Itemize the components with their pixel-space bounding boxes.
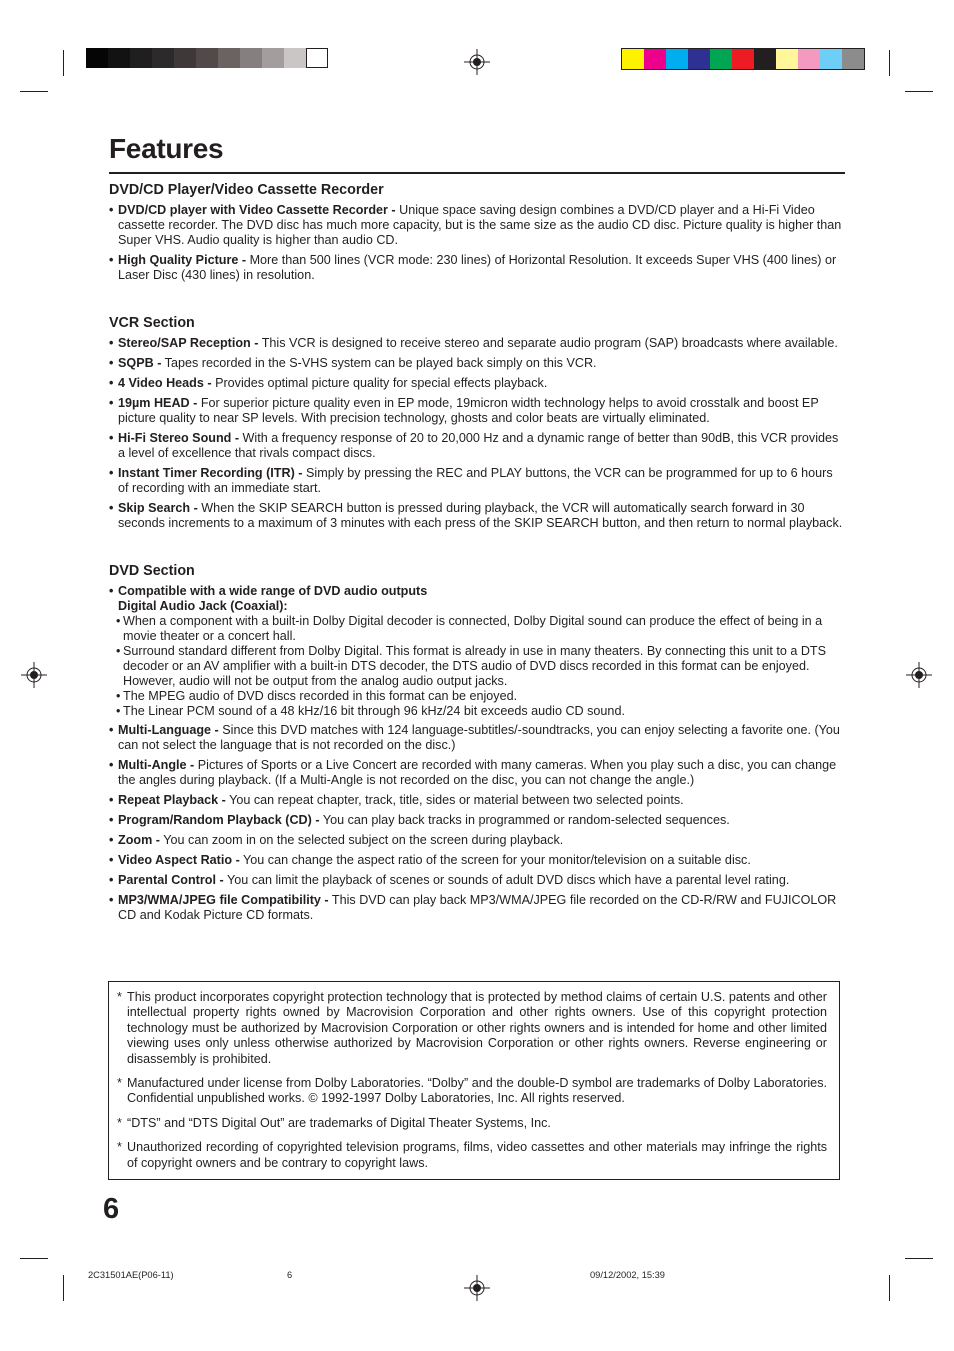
- feature-item: [109, 723, 844, 753]
- feature-text: Since this DVD matches with 124 language-subtitles/-soundtracks, you can enjoy selecting a favorite one. (You can not select the language that is not recorded on the disc.): [118, 723, 840, 752]
- feature-term: SQPB -: [118, 356, 162, 370]
- feature-item: [109, 501, 844, 531]
- feature-text: You can repeat chapter, track, title, sides or material between two selected points.: [229, 793, 684, 807]
- feature-text: You can zoom in on the selected subject on the screen during playback.: [163, 833, 564, 847]
- feature-text: For superior picture quality even in EP mode, 19micron width technology helps to avoid crosstalk and boost EP picture quality to near SP levels. With precision technology, ghosts and color beats are virtually eliminated.: [118, 396, 819, 425]
- feature-term: 4 Video Heads -: [118, 376, 212, 390]
- color-swatch: [710, 49, 732, 69]
- feature-term: Hi-Fi Stereo Sound -: [118, 431, 240, 445]
- crop-mark: [905, 1258, 933, 1259]
- feature-term: Video Aspect Ratio -: [118, 853, 240, 867]
- feature-item: [109, 203, 844, 248]
- gray-swatch: [306, 48, 328, 68]
- feature-term: DVD/CD player with Video Cassette Recorder -: [118, 203, 396, 217]
- feature-item: [109, 758, 844, 788]
- feature-term: Skip Search -: [118, 501, 198, 515]
- gray-swatch: [196, 48, 218, 68]
- legal-notice-box: [108, 981, 840, 1180]
- feature-term: 19µm HEAD -: [118, 396, 198, 410]
- feature-item: [109, 893, 844, 923]
- crop-mark: [63, 1275, 64, 1301]
- grayscale-calibration-bar: [86, 48, 328, 68]
- title-rule: [109, 172, 845, 174]
- registration-target-icon: [21, 662, 47, 688]
- crop-mark: [889, 1275, 890, 1301]
- feature-term: Instant Timer Recording (ITR) -: [118, 466, 303, 480]
- feature-text: With a frequency response of 20 to 20,000 Hz and a dynamic range of better than 90dB, this VCR provides a level of excellence that rivals compact discs.: [118, 431, 839, 460]
- gray-swatch: [284, 48, 306, 68]
- crop-mark: [889, 50, 890, 76]
- gray-swatch: [174, 48, 196, 68]
- feature-term: Zoom -: [118, 833, 160, 847]
- feature-item: [109, 253, 844, 283]
- feature-text: You can play back tracks in programmed or random-selected sequences.: [322, 813, 730, 827]
- footer-datetime: 09/12/2002, 15:39: [590, 1270, 665, 1280]
- color-swatch: [622, 49, 644, 69]
- feature-item: [109, 584, 844, 719]
- feature-item: [109, 336, 844, 351]
- gray-swatch: [130, 48, 152, 68]
- legal-notice: * Unauthorized recording of copyrighted television programs, films, video cassettes and other materials may infringe the rights of copyright owners and be contrary to copyright laws.: [117, 1140, 827, 1171]
- feature-term: Multi-Language -: [118, 723, 219, 737]
- audio-subitem-list: [116, 614, 844, 719]
- color-swatch: [820, 49, 842, 69]
- registration-target-icon: [906, 662, 932, 688]
- feature-term: High Quality Picture -: [118, 253, 247, 267]
- feature-item: [109, 356, 844, 371]
- feature-list: [109, 584, 844, 923]
- feature-item: [109, 873, 844, 888]
- feature-term: MP3/WMA/JPEG file Compatibility -: [118, 893, 329, 907]
- section-dvd: [109, 563, 844, 923]
- feature-text: More than 500 lines (VCR mode: 230 lines) of Horizontal Resolution. It exceeds Super VHS (400 lines) or Laser Disc (430 lines) in resolution.: [118, 253, 837, 282]
- crop-mark: [20, 1258, 48, 1259]
- feature-list: [109, 203, 844, 283]
- legal-notice: * This product incorporates copyright protection technology that is protected by method claims of certain U.S. patents and other intellectual property rights owned by Macrovision Corporation and other rights owners. Use of this copyright protection technology must be authorized by Macrovision Corporation or other rights owners and is intended for home and other limited viewing uses only unless otherwise authorized by Macrovision Corporation or other rights owners. Reverse engineering or disassembly is prohibited.: [117, 990, 827, 1067]
- crop-mark: [20, 91, 48, 92]
- feature-term: • Compatible with a wide range of DVD audio outputs: [118, 584, 428, 598]
- crop-mark: [63, 50, 64, 76]
- gray-swatch: [240, 48, 262, 68]
- color-calibration-bar: [621, 48, 865, 70]
- gray-swatch: [218, 48, 240, 68]
- feature-text: Unique space saving design combines a DVD/CD player and a Hi-Fi Video cassette recorder. The DVD disc has much more capacity, but is the same size as the audio CD disc. Picture quality is higher than Super VHS. Audio quality is higher than audio CD.: [118, 203, 842, 247]
- feature-subterm: Digital Audio Jack (Coaxial):: [118, 599, 288, 613]
- audio-subitem: • The MPEG audio of DVD discs recorded in this format can be enjoyed.: [116, 689, 844, 704]
- crop-mark: [905, 91, 933, 92]
- section-heading: VCR Section: [109, 315, 195, 331]
- feature-text: Simply by pressing the REC and PLAY buttons, the VCR can be programmed for up to 6 hours of recording with an immediate start.: [118, 466, 833, 495]
- feature-item: [109, 793, 844, 808]
- feature-item: [109, 813, 844, 828]
- feature-text: This DVD can play back MP3/WMA/JPEG file recorded on the CD-R/RW and FUJICOLOR CD and Kodak Picture CD formats.: [118, 893, 837, 922]
- feature-term: Stereo/SAP Reception -: [118, 336, 259, 350]
- section-dvd-vcr: [109, 182, 844, 283]
- feature-term: Parental Control -: [118, 873, 224, 887]
- gray-swatch: [108, 48, 130, 68]
- color-swatch: [732, 49, 754, 69]
- footer-page: 6: [287, 1270, 293, 1280]
- color-swatch: [842, 49, 864, 69]
- gray-swatch: [262, 48, 284, 68]
- color-swatch: [798, 49, 820, 69]
- feature-text: You can change the aspect ratio of the screen for your monitor/television on a suitable disc.: [243, 853, 751, 867]
- feature-text: You can limit the playback of scenes or sounds of adult DVD discs which have a parental level rating.: [226, 873, 790, 887]
- features-content: [109, 182, 844, 928]
- legal-notice: * “DTS” and “DTS Digital Out” are trademarks of Digital Theater Systems, Inc.: [117, 1116, 827, 1131]
- feature-term: Program/Random Playback (CD) -: [118, 813, 320, 827]
- feature-item: [109, 466, 844, 496]
- legal-notice: * Manufactured under license from Dolby Laboratories. “Dolby” and the double-D symbol are trademarks of Dolby Laboratories. Confidential unpublished works. © 1992-1997 Dolby Laboratories, Inc. All rights reserved.: [117, 1076, 827, 1107]
- color-swatch: [776, 49, 798, 69]
- footer-code: 2C31501AE(P06-11): [88, 1270, 174, 1280]
- feature-term: Multi-Angle -: [118, 758, 195, 772]
- feature-item: [109, 833, 844, 848]
- feature-text: This VCR is designed to receive stereo and separate audio program (SAP) broadcasts where available.: [261, 336, 838, 350]
- section-heading: DVD/CD Player/Video Cassette Recorder: [109, 182, 384, 198]
- color-swatch: [754, 49, 776, 69]
- section-heading: DVD Section: [109, 563, 195, 579]
- page-number: 6: [103, 1193, 120, 1225]
- color-swatch: [688, 49, 710, 69]
- feature-item: [109, 853, 844, 868]
- audio-subitem: • The Linear PCM sound of a 48 kHz/16 bit through 96 kHz/24 bit exceeds audio CD sound.: [116, 704, 844, 719]
- gray-swatch: [152, 48, 174, 68]
- audio-subitem: • When a component with a built-in Dolby Digital decoder is connected, Dolby Digital sound can produce the effect of being in a movie theater or a concert hall.: [116, 614, 844, 644]
- registration-target-icon: [464, 1275, 490, 1301]
- feature-text: Pictures of Sports or a Live Concert are recorded with many cameras. When you play such a disc, you can change the angles during playback. (If a Multi-Angle is not recorded on the disc, you can not change the angle.): [118, 758, 837, 787]
- color-swatch: [644, 49, 666, 69]
- registration-target-icon: [464, 49, 490, 75]
- color-swatch: [666, 49, 688, 69]
- feature-item: [109, 431, 844, 461]
- audio-subitem: • Surround standard different from Dolby Digital. This format is already in use in many theaters. By connecting this unit to a DTS decoder or an AV amplifier with a built-in DTS decoder, the DTS audio of DVD discs recorded in this format can be enjoyed. However, audio will not be output from the analog audio output jacks.: [116, 644, 844, 689]
- page-title: Features: [109, 133, 224, 164]
- feature-text: Provides optimal picture quality for special effects playback.: [215, 376, 548, 390]
- feature-text: When the SKIP SEARCH button is pressed during playback, the VCR will automatically search forward in 30 seconds increments to a maximum of 3 minutes with each press of the SKIP SEARCH button, and then return to normal playback.: [118, 501, 843, 530]
- feature-term: Repeat Playback -: [118, 793, 226, 807]
- section-vcr: [109, 315, 844, 531]
- gray-swatch: [86, 48, 108, 68]
- feature-item: [109, 376, 844, 391]
- feature-list: [109, 336, 844, 531]
- feature-text: Tapes recorded in the S-VHS system can be played back simply on this VCR.: [164, 356, 597, 370]
- feature-item: [109, 396, 844, 426]
